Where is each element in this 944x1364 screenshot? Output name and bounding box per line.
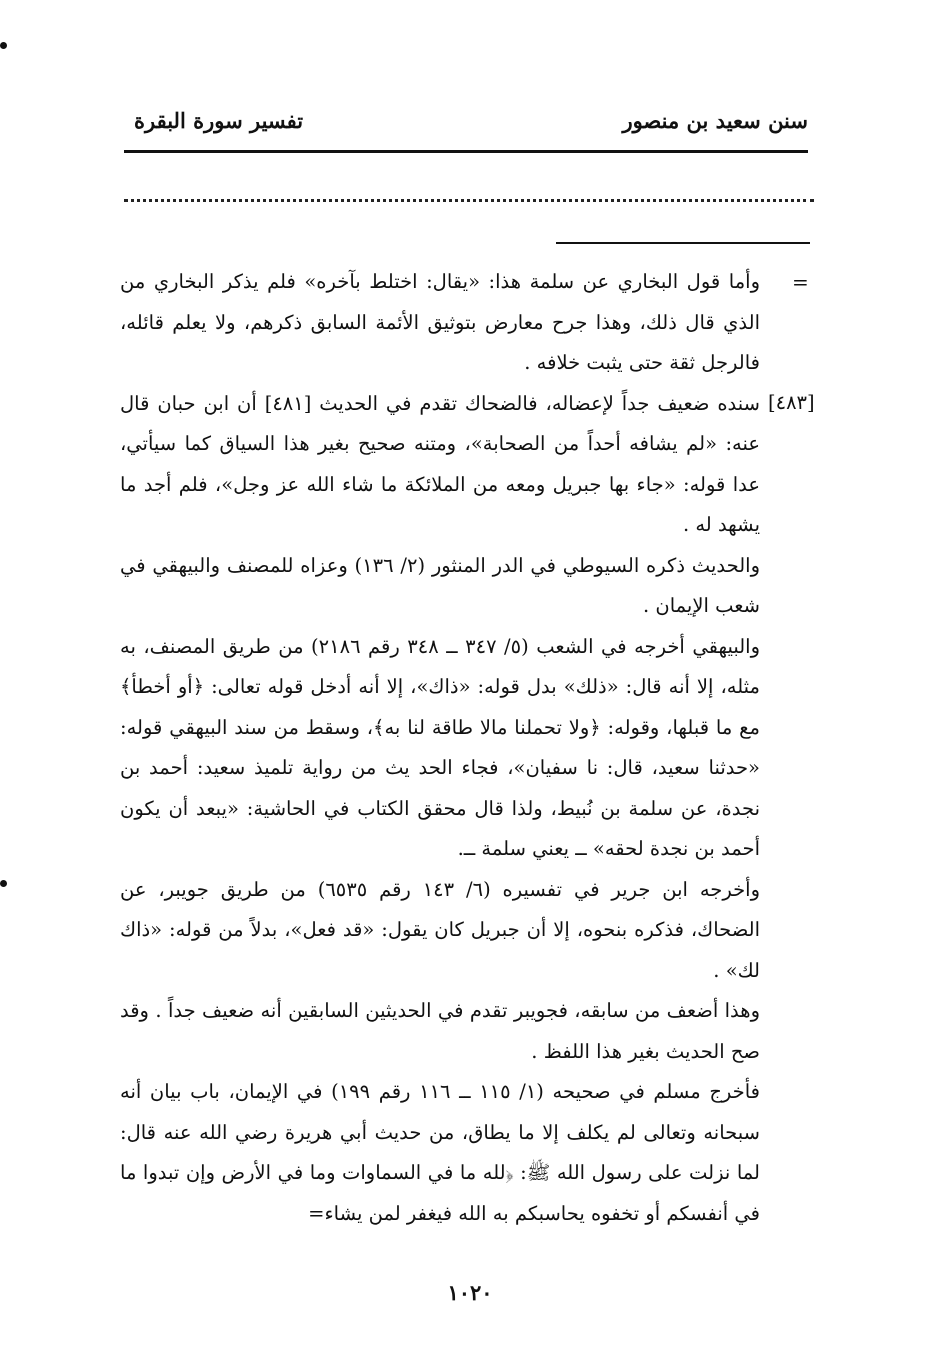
scan-edge-mark [0, 42, 7, 49]
running-header-book-title: سنن سعيد بن منصور [622, 108, 808, 133]
footnote-paragraph: والحديث ذكره السيوطي في الدر المنثور (٢/ ١٣٦) وعزاه للمصنف والبيهقي في شعب الإيمان . [120, 553, 760, 617]
page-number: ١٠٢٠ [447, 1280, 493, 1305]
footnotes-body [120, 262, 760, 1234]
footnote-rule [556, 242, 810, 244]
header-rule [124, 150, 808, 153]
running-header-section-title: تفسير سورة البقرة [134, 108, 304, 133]
footnote-paragraph: والبيهقي أخرجه في الشعب (٥/ ٣٤٧ ــ ٣٤٨ رقم ٢١٨٦) من طريق المصنف، به مثله، إلا أنه قال: «ذلك» بدل قوله: «ذاك»، إلا أنه أدخل قوله تعالى: ﴿أو أخطأ﴾ مع ما قبلها، وقوله: ﴿ولا تحملنا مالا طاقة لنا به﴾، وسقط من سند البيهقي قوله: «حدثنا سعيد، قال: نا سفيان»، فجاء الحد يث من رواية تلميذ سعيد: أحمد بن نجدة، عن سلمة بن نُبيط، ولذا قال محقق الكتاب في الحاشية: «يبعد أن يكون أحمد بن نجدة لحقه» ــ يعني سلمة ــ. [120, 634, 760, 860]
continuation-mark: = [792, 270, 809, 294]
footnote-number: [٤٨٣] [768, 391, 815, 414]
footnote-paragraph: وأخرجه ابن جرير في تفسيره (٦/ ١٤٣ رقم ٦٥٣٥) من طريق جويبر، عن الضحاك، فذكره بنحوه، إلا أن جبريل كان يقول: «قد فعل»، بدلاً من قوله: «ذاك لك» . [120, 877, 760, 982]
footnote-paragraph: وهذا أضعف من سابقه، فجويبر تقدم في الحديثين السابقين أنه ضعيف جداً . وقد صح الحديث بغير هذا اللفظ . [120, 999, 760, 1063]
footnote-paragraph: فأخرج مسلم في صحيحه (١/ ١١٥ ــ ١١٦ رقم ١٩٩) في الإيمان، باب بيان أنه سبحانه وتعالى لم يكلف إلا ما يطاق، من حديث أبي هريرة رضي الله عنه قال: لما نزلت على رسول الله ﷺ: ﴿لله ما في السماوات وما في الأرض وإن تبدوا ما في أنفسكم أو تخفوه يحاسبكم به الله فيغفر لمن يشاء= [120, 1080, 760, 1225]
scan-edge-mark [0, 880, 7, 887]
dotted-separator [124, 199, 814, 202]
footnote-continuation-paragraph: وأما قول البخاري عن سلمة هذا: «يقال: اختلط بآخره» فلم يذكر البخاري من الذي قال ذلك، وهذا جرح معارض بتوثيق الأئمة السابق ذكرهم، ولا يعلم قائله، فالرجل ثقة حتى يثبت خلافه . [120, 270, 760, 374]
footnote-paragraph: سنده ضعيف جداً لإعضاله، فالضحاك تقدم في الحديث [٤٨١] أن ابن حبان قال عنه: «لم يشافه أحداً من الصحابة»، ومتنه صحيح بغير هذا السياق كما سيأتي، عدا قوله: «جاء بها جبريل ومعه من الملائكة ما شاء الله عز وجل»، فلم أجد ما يشهد له . [120, 391, 760, 536]
